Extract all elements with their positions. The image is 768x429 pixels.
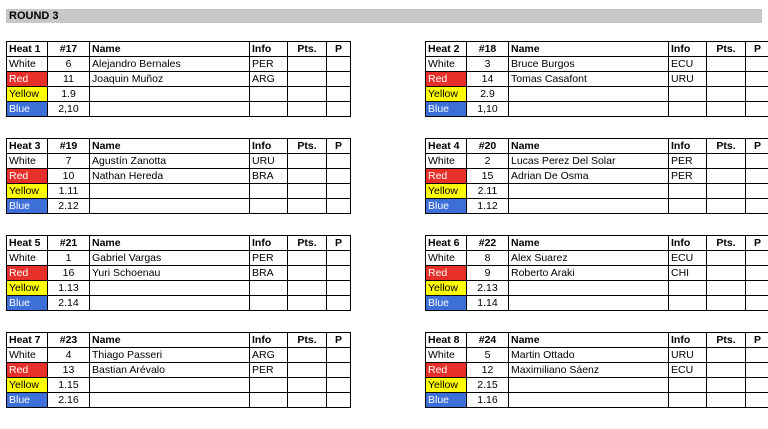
- surfer-name-cell: Yuri Schoenau: [90, 266, 250, 281]
- p-cell: [327, 378, 351, 393]
- lycra-color-label: Yellow: [426, 378, 467, 393]
- surfer-name-cell: [90, 87, 250, 102]
- surfer-name-cell: [509, 393, 669, 408]
- pts-cell: [288, 102, 327, 117]
- heat-table: [6, 235, 351, 311]
- pts-cell: [288, 363, 327, 378]
- table-row: [7, 154, 351, 169]
- table-row: [7, 57, 351, 72]
- table-row: [7, 169, 351, 184]
- surfer-name-cell: Maximiliano Sáenz: [509, 363, 669, 378]
- heat-number: #20: [467, 139, 509, 154]
- lycra-color-label: White: [7, 251, 48, 266]
- info-cell: [669, 296, 707, 311]
- info-cell: PER: [669, 169, 707, 184]
- pts-cell: [288, 296, 327, 311]
- heat-table: [425, 41, 768, 117]
- heat-number: #18: [467, 42, 509, 57]
- seed-cell: 1.12: [467, 199, 509, 214]
- info-cell: ARG: [250, 72, 288, 87]
- table-row: [7, 348, 351, 363]
- p-column-header: P: [327, 236, 351, 251]
- p-cell: [327, 393, 351, 408]
- surfer-name-cell: [509, 378, 669, 393]
- surfer-name-cell: [90, 184, 250, 199]
- pts-cell: [707, 393, 746, 408]
- seed-cell: 4: [48, 348, 90, 363]
- pts-cell: [707, 378, 746, 393]
- name-column-header: Name: [509, 236, 669, 251]
- table-row: [426, 87, 768, 102]
- info-cell: [669, 184, 707, 199]
- table-row: [7, 251, 351, 266]
- p-column-header: P: [746, 333, 768, 348]
- p-column-header: P: [746, 236, 768, 251]
- info-cell: PER: [250, 363, 288, 378]
- seed-cell: 2: [467, 154, 509, 169]
- seed-cell: 8: [467, 251, 509, 266]
- pts-cell: [288, 184, 327, 199]
- lycra-color-label: Blue: [7, 199, 48, 214]
- heat-number: #22: [467, 236, 509, 251]
- pts-cell: [707, 251, 746, 266]
- info-cell: BRA: [250, 266, 288, 281]
- seed-cell: 2.15: [467, 378, 509, 393]
- info-cell: [669, 102, 707, 117]
- pts-column-header: Pts.: [288, 236, 327, 251]
- seed-cell: 1,10: [467, 102, 509, 117]
- surfer-name-cell: Lucas Perez Del Solar: [509, 154, 669, 169]
- p-cell: [746, 169, 768, 184]
- name-column-header: Name: [90, 236, 250, 251]
- info-cell: [250, 184, 288, 199]
- seed-cell: 12: [467, 363, 509, 378]
- heat-table: [425, 332, 768, 408]
- lycra-color-label: Blue: [7, 393, 48, 408]
- surfer-name-cell: Alex Suarez: [509, 251, 669, 266]
- surfer-name-cell: [509, 184, 669, 199]
- seed-cell: 16: [48, 266, 90, 281]
- info-cell: BRA: [250, 169, 288, 184]
- p-column-header: P: [746, 42, 768, 57]
- p-column-header: P: [327, 139, 351, 154]
- table-row: [7, 296, 351, 311]
- p-cell: [746, 102, 768, 117]
- lycra-color-label: Red: [7, 363, 48, 378]
- info-cell: URU: [669, 72, 707, 87]
- surfer-name-cell: Tomas Casafont: [509, 72, 669, 87]
- seed-cell: 11: [48, 72, 90, 87]
- pts-cell: [707, 199, 746, 214]
- lycra-color-label: Red: [426, 72, 467, 87]
- p-cell: [746, 72, 768, 87]
- seed-cell: 1.15: [48, 378, 90, 393]
- lycra-color-label: White: [426, 154, 467, 169]
- heat-number: #23: [48, 333, 90, 348]
- pts-column-header: Pts.: [288, 139, 327, 154]
- surfer-name-cell: Joaquin Muñoz: [90, 72, 250, 87]
- p-cell: [327, 154, 351, 169]
- table-row: [7, 199, 351, 214]
- info-column-header: Info: [669, 333, 707, 348]
- p-cell: [327, 199, 351, 214]
- info-cell: [250, 102, 288, 117]
- surfer-name-cell: [90, 102, 250, 117]
- lycra-color-label: Blue: [426, 296, 467, 311]
- table-row: [426, 281, 768, 296]
- surfer-name-cell: [90, 393, 250, 408]
- table-row: [7, 184, 351, 199]
- surfer-name-cell: Gabriel Vargas: [90, 251, 250, 266]
- surfer-name-cell: Bruce Burgos: [509, 57, 669, 72]
- pts-cell: [288, 266, 327, 281]
- lycra-color-label: White: [7, 348, 48, 363]
- heat-header-row: [426, 236, 768, 251]
- info-cell: CHI: [669, 266, 707, 281]
- info-cell: PER: [669, 154, 707, 169]
- table-row: [426, 72, 768, 87]
- pts-column-header: Pts.: [707, 139, 746, 154]
- name-column-header: Name: [509, 139, 669, 154]
- heat-table: [6, 41, 351, 117]
- round-title: ROUND 3: [6, 9, 762, 23]
- pts-cell: [288, 199, 327, 214]
- surfer-name-cell: Alejandro Bernales: [90, 57, 250, 72]
- heat-label: Heat 3: [7, 139, 48, 154]
- seed-cell: 5: [467, 348, 509, 363]
- surfer-name-cell: Adrian De Osma: [509, 169, 669, 184]
- info-cell: [669, 87, 707, 102]
- pts-cell: [707, 169, 746, 184]
- seed-cell: 1.9: [48, 87, 90, 102]
- info-column-header: Info: [669, 236, 707, 251]
- info-cell: PER: [250, 251, 288, 266]
- lycra-color-label: Blue: [426, 102, 467, 117]
- p-cell: [327, 57, 351, 72]
- table-row: [7, 281, 351, 296]
- name-column-header: Name: [90, 139, 250, 154]
- heat-number: #21: [48, 236, 90, 251]
- info-cell: [669, 378, 707, 393]
- pts-cell: [707, 154, 746, 169]
- surfer-name-cell: [90, 296, 250, 311]
- table-row: [7, 102, 351, 117]
- seed-cell: 2.14: [48, 296, 90, 311]
- surfer-name-cell: Bastian Arévalo: [90, 363, 250, 378]
- heat-label: Heat 1: [7, 42, 48, 57]
- lycra-color-label: Yellow: [426, 184, 467, 199]
- table-row: [426, 102, 768, 117]
- surfer-name-cell: [509, 87, 669, 102]
- info-cell: [250, 199, 288, 214]
- seed-cell: 1: [48, 251, 90, 266]
- seed-cell: 2.9: [467, 87, 509, 102]
- surfer-name-cell: [509, 102, 669, 117]
- p-cell: [327, 72, 351, 87]
- p-cell: [746, 251, 768, 266]
- table-row: [426, 154, 768, 169]
- info-cell: [669, 281, 707, 296]
- info-column-header: Info: [669, 139, 707, 154]
- info-cell: [250, 393, 288, 408]
- info-cell: [669, 393, 707, 408]
- p-cell: [327, 251, 351, 266]
- pts-column-header: Pts.: [707, 333, 746, 348]
- lycra-color-label: White: [7, 154, 48, 169]
- lycra-color-label: White: [426, 57, 467, 72]
- surfer-name-cell: [509, 199, 669, 214]
- table-row: [7, 363, 351, 378]
- table-row: [426, 251, 768, 266]
- heat-header-row: [7, 139, 351, 154]
- table-row: [7, 87, 351, 102]
- pts-cell: [288, 57, 327, 72]
- surfer-name-cell: Martin Ottado: [509, 348, 669, 363]
- surfer-name-cell: Nathan Hereda: [90, 169, 250, 184]
- heat-label: Heat 4: [426, 139, 467, 154]
- heat-header-row: [426, 333, 768, 348]
- heat-number: #24: [467, 333, 509, 348]
- table-row: [426, 296, 768, 311]
- lycra-color-label: Yellow: [7, 184, 48, 199]
- p-cell: [327, 348, 351, 363]
- table-row: [7, 378, 351, 393]
- table-row: [426, 393, 768, 408]
- lycra-color-label: Blue: [426, 393, 467, 408]
- surfer-name-cell: [90, 199, 250, 214]
- info-column-header: Info: [250, 333, 288, 348]
- info-column-header: Info: [250, 42, 288, 57]
- info-cell: [250, 281, 288, 296]
- lycra-color-label: White: [426, 251, 467, 266]
- pts-cell: [707, 72, 746, 87]
- name-column-header: Name: [509, 42, 669, 57]
- heat-table: [425, 235, 768, 311]
- pts-cell: [707, 87, 746, 102]
- table-row: [426, 184, 768, 199]
- p-cell: [746, 393, 768, 408]
- pts-cell: [288, 87, 327, 102]
- p-cell: [327, 184, 351, 199]
- lycra-color-label: Yellow: [426, 281, 467, 296]
- p-cell: [746, 57, 768, 72]
- lycra-color-label: White: [7, 57, 48, 72]
- pts-cell: [707, 184, 746, 199]
- info-cell: ECU: [669, 57, 707, 72]
- lycra-color-label: Yellow: [7, 281, 48, 296]
- p-cell: [327, 169, 351, 184]
- name-column-header: Name: [90, 333, 250, 348]
- lycra-color-label: Red: [426, 363, 467, 378]
- lycra-color-label: Blue: [7, 296, 48, 311]
- seed-cell: 1.14: [467, 296, 509, 311]
- pts-cell: [288, 251, 327, 266]
- surfer-name-cell: Thiago Passeri: [90, 348, 250, 363]
- lycra-color-label: Red: [7, 72, 48, 87]
- heat-header-row: [7, 42, 351, 57]
- seed-cell: 1.11: [48, 184, 90, 199]
- name-column-header: Name: [90, 42, 250, 57]
- surfer-name-cell: [509, 281, 669, 296]
- pts-cell: [288, 393, 327, 408]
- table-row: [426, 363, 768, 378]
- p-cell: [746, 378, 768, 393]
- heat-table: [425, 138, 768, 214]
- heat-table: [6, 138, 351, 214]
- heat-header-row: [426, 42, 768, 57]
- seed-cell: 10: [48, 169, 90, 184]
- info-cell: ECU: [669, 363, 707, 378]
- info-cell: [669, 199, 707, 214]
- seed-cell: 2,10: [48, 102, 90, 117]
- lycra-color-label: Blue: [7, 102, 48, 117]
- p-cell: [746, 154, 768, 169]
- pts-cell: [288, 348, 327, 363]
- heat-number: #17: [48, 42, 90, 57]
- lycra-color-label: Yellow: [426, 87, 467, 102]
- info-cell: URU: [669, 348, 707, 363]
- name-column-header: Name: [509, 333, 669, 348]
- p-cell: [327, 87, 351, 102]
- lycra-color-label: Red: [7, 169, 48, 184]
- lycra-color-label: Blue: [426, 199, 467, 214]
- surfer-name-cell: [509, 296, 669, 311]
- lycra-color-label: Yellow: [7, 87, 48, 102]
- pts-cell: [288, 378, 327, 393]
- pts-cell: [288, 72, 327, 87]
- table-row: [426, 378, 768, 393]
- seed-cell: 2.11: [467, 184, 509, 199]
- pts-cell: [707, 348, 746, 363]
- info-cell: PER: [250, 57, 288, 72]
- heat-label: Heat 2: [426, 42, 467, 57]
- p-column-header: P: [327, 333, 351, 348]
- info-cell: ARG: [250, 348, 288, 363]
- info-cell: [250, 296, 288, 311]
- p-cell: [746, 281, 768, 296]
- pts-cell: [288, 281, 327, 296]
- seed-cell: 13: [48, 363, 90, 378]
- heat-label: Heat 5: [7, 236, 48, 251]
- p-cell: [746, 184, 768, 199]
- p-cell: [327, 296, 351, 311]
- heat-table: [6, 332, 351, 408]
- seed-cell: 2.12: [48, 199, 90, 214]
- p-column-header: P: [327, 42, 351, 57]
- info-column-header: Info: [250, 236, 288, 251]
- p-cell: [746, 87, 768, 102]
- table-row: [7, 266, 351, 281]
- p-cell: [746, 266, 768, 281]
- info-cell: [250, 87, 288, 102]
- heat-header-row: [7, 236, 351, 251]
- table-row: [7, 72, 351, 87]
- info-cell: URU: [250, 154, 288, 169]
- seed-cell: 9: [467, 266, 509, 281]
- pts-cell: [707, 266, 746, 281]
- lycra-color-label: Red: [426, 169, 467, 184]
- seed-cell: 3: [467, 57, 509, 72]
- info-cell: [250, 378, 288, 393]
- info-column-header: Info: [669, 42, 707, 57]
- table-row: [7, 393, 351, 408]
- lycra-color-label: Red: [7, 266, 48, 281]
- table-row: [426, 57, 768, 72]
- heat-number: #19: [48, 139, 90, 154]
- surfer-name-cell: Roberto Araki: [509, 266, 669, 281]
- pts-cell: [707, 363, 746, 378]
- p-column-header: P: [746, 139, 768, 154]
- pts-cell: [707, 57, 746, 72]
- table-row: [426, 348, 768, 363]
- surfer-name-cell: [90, 281, 250, 296]
- p-cell: [746, 296, 768, 311]
- heat-label: Heat 6: [426, 236, 467, 251]
- pts-column-header: Pts.: [288, 42, 327, 57]
- seed-cell: 14: [467, 72, 509, 87]
- p-cell: [327, 266, 351, 281]
- table-row: [426, 266, 768, 281]
- seed-cell: 1.16: [467, 393, 509, 408]
- pts-cell: [288, 169, 327, 184]
- seed-cell: 7: [48, 154, 90, 169]
- lycra-color-label: Red: [426, 266, 467, 281]
- info-cell: ECU: [669, 251, 707, 266]
- seed-cell: 2.13: [467, 281, 509, 296]
- heat-label: Heat 8: [426, 333, 467, 348]
- heat-header-row: [426, 139, 768, 154]
- lycra-color-label: Yellow: [7, 378, 48, 393]
- seed-cell: 6: [48, 57, 90, 72]
- seed-cell: 1.13: [48, 281, 90, 296]
- pts-cell: [707, 102, 746, 117]
- surfer-name-cell: [90, 378, 250, 393]
- pts-cell: [707, 281, 746, 296]
- info-column-header: Info: [250, 139, 288, 154]
- p-cell: [327, 363, 351, 378]
- p-cell: [746, 348, 768, 363]
- pts-column-header: Pts.: [707, 42, 746, 57]
- seed-cell: 2.16: [48, 393, 90, 408]
- p-cell: [746, 199, 768, 214]
- p-cell: [327, 102, 351, 117]
- pts-column-header: Pts.: [288, 333, 327, 348]
- surfer-name-cell: Agustín Zanotta: [90, 154, 250, 169]
- lycra-color-label: White: [426, 348, 467, 363]
- heat-header-row: [7, 333, 351, 348]
- pts-cell: [707, 296, 746, 311]
- table-row: [426, 169, 768, 184]
- table-row: [426, 199, 768, 214]
- heat-label: Heat 7: [7, 333, 48, 348]
- seed-cell: 15: [467, 169, 509, 184]
- p-cell: [746, 363, 768, 378]
- p-cell: [327, 281, 351, 296]
- pts-cell: [288, 154, 327, 169]
- pts-column-header: Pts.: [707, 236, 746, 251]
